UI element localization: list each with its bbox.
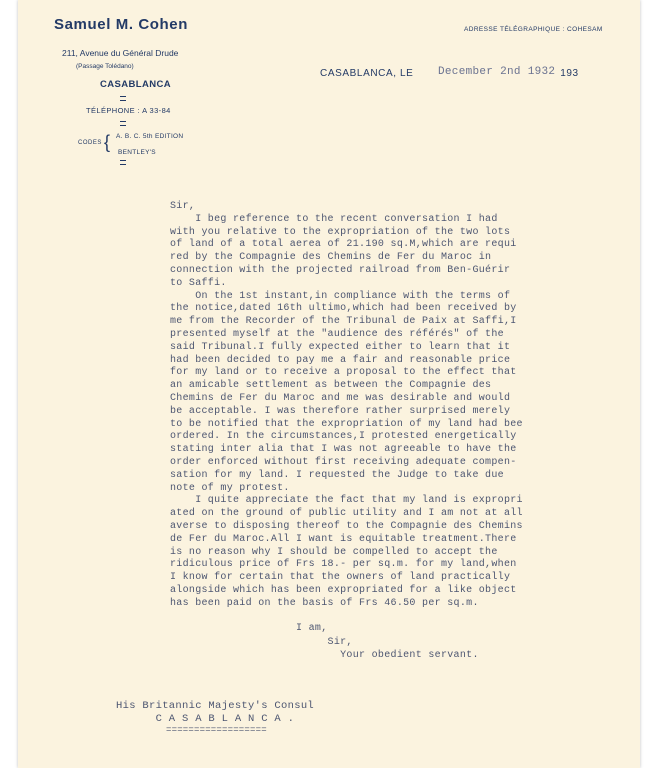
letterhead-telephone: TÉLÉPHONE : A 33-84 [86,106,171,115]
letterhead-code-2: BENTLEY'S [118,149,156,156]
ornament-dash [120,96,126,101]
letter-closing: I am, Sir, Your obedient servant. [296,623,479,661]
ornament-dash [120,121,126,126]
letterhead-name: Samuel M. Cohen [54,16,189,33]
letterhead-code-1: A. B. C. 5th EDITION [116,133,184,140]
letterhead-telegraphic: ADRESSE TÉLÉGRAPHIQUE : COHESAM [464,26,603,33]
letterhead-passage: (Passage Tolédano) [76,63,134,70]
brace-icon: { [104,132,111,152]
recipient-underline: ================== [166,725,267,735]
ornament-dash [120,160,126,165]
letterhead-codes-label: CODES [78,140,102,146]
letterhead-address: 211, Avenue du Général Drude [62,48,179,58]
dateline-prefix: CASABLANCA, LE [320,68,414,79]
typed-date: December 2nd 1932 [438,66,556,78]
letter-page [18,0,640,768]
letter-body: Sir, I beg reference to the recent conversation I had with you relative to the expropriation of the two lots of land of a total aerea of 21.190 sq.M,which are requi red by the Compagnie des Chemins de Fer du Maroc in connection with the projected railroad from Ben-Guérir to Saffi. On the 1st instant,in compliance with the terms of the notice,dated 16th ultimo,which had been received by me from the Recorder of the Tribunal de Paix at Saffi,I presented myself at the "audience des référés" of the said Tribunal.I fully expected either to learn that it had been decided to pay me a fair and reasonable price for my land or to receive a proposal to the effect that an amicable settlement as between the Compagnie des Chemins de Fer du Maroc and me was desirable and would be acceptable. I was therefore rather surprised merely to be notified that the expropriation of my land had bee ordered. In the circumstances,I protested energetically stating inter alia that I was not agreeable to have the order enforced without first receiving adequate compen- sation for my land. I requested the Judge to take due note of my protest. I quite appreciate the fact that my land is expropri ated on the ground of public utility and I am not at all averse to disposing thereof to the Compagnie des Chemins de Fer du Maroc.All I want is equitable treatment.There is no reason why I should be compelled to accept the ridiculous price of Frs 18.- per sq.m. for my land,when I know for certain that the owners of land practically alongside which has been expropriated for a like object has been paid on the basis of Frs 46.50 per sq.m. [170,201,523,609]
recipient-address: His Britannic Majesty's Consul C A S A B L A N C A . [116,700,315,725]
letterhead-city: CASABLANCA [100,79,172,90]
dateline-year: 193 [560,68,579,79]
